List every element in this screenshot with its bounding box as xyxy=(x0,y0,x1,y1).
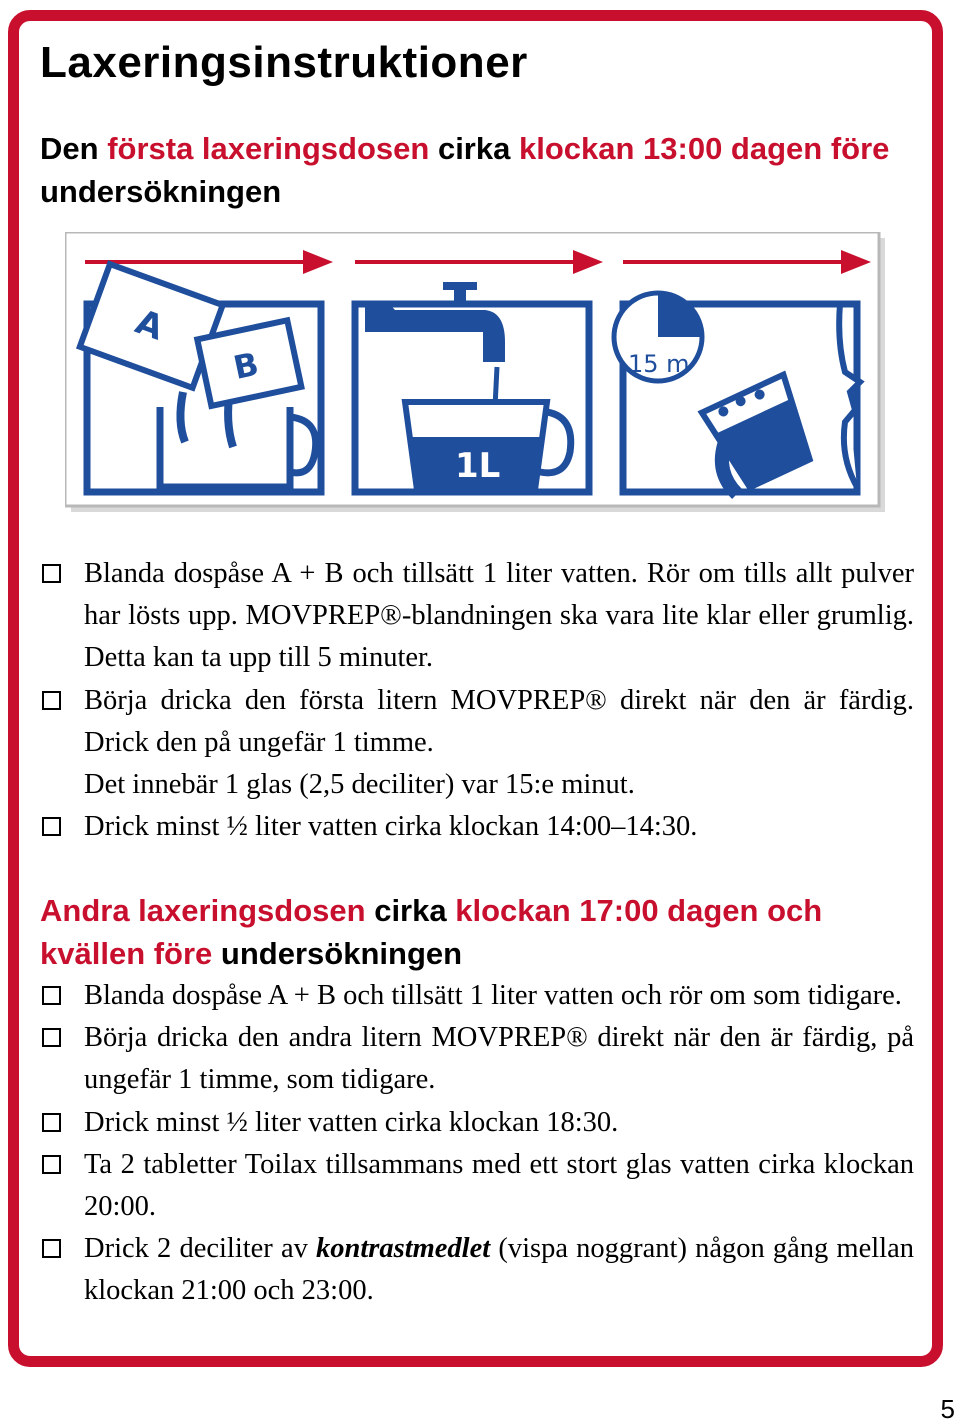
checkbox[interactable] xyxy=(42,1155,61,1174)
item-text-pre: Drick 2 deciliter av xyxy=(84,1233,316,1265)
section1-list xyxy=(40,553,914,848)
panel-drink xyxy=(614,293,860,494)
sachet-b-label: B xyxy=(230,344,262,387)
checkbox[interactable] xyxy=(42,1239,61,1258)
instruction-illustration xyxy=(65,232,885,512)
checkbox[interactable] xyxy=(42,691,61,710)
heading-segment: första laxeringsdosen xyxy=(107,131,430,166)
heading-segment: klockan 17:00 dagen och kvällen före xyxy=(40,893,823,971)
checkbox[interactable] xyxy=(42,1113,61,1132)
jug-volume-label: 1L xyxy=(455,446,501,486)
checklist-item xyxy=(40,1017,914,1101)
sachet-b-icon xyxy=(197,320,301,406)
item-text: Börja dricka den första litern MOVPREP® direkt när den är färdig. Drick den på ungefär 1 timme. xyxy=(84,684,914,758)
section1-heading xyxy=(40,127,920,213)
section2-heading xyxy=(40,889,920,975)
heading-segment: klockan 13:00 dagen före xyxy=(518,131,890,166)
heading-segment: Den xyxy=(40,131,108,166)
item-text-extra: Det innebär 1 glas (2,5 deciliter) var 15:e minut. xyxy=(84,769,635,801)
heading-segment: cirka xyxy=(429,131,519,166)
heading-segment: undersökningen xyxy=(40,174,282,209)
item-text: Blanda dospåse A + B och tillsätt 1 liter vatten. Rör om tills allt pulver har lösts upp. MOVPREP®-blandningen ska vara lite klar eller grumlig. Detta kan ta upp till 5 minuter. xyxy=(84,558,914,674)
timer-label: 15 m xyxy=(628,350,690,378)
checklist-item xyxy=(40,806,914,848)
section2-list xyxy=(40,975,914,1313)
item-text: Drick minst ½ liter vatten cirka klockan 14:00–14:30. xyxy=(84,811,698,843)
heading-segment: cirka xyxy=(365,893,456,928)
sachet-a-label: A xyxy=(130,302,169,349)
page-title: Laxeringsinstruktioner xyxy=(40,38,528,87)
item-text: Drick minst ½ liter vatten cirka klockan 18:30. xyxy=(84,1106,619,1138)
contrast-agent-emphasis: kontrastmedlet xyxy=(316,1233,491,1265)
checklist-item xyxy=(40,975,914,1017)
item-text-post: (vispa noggrant) någon gång mellan klockan 21:00 och 23:00. xyxy=(84,1233,914,1307)
page-number: 5 xyxy=(940,1394,955,1424)
panel-fill-water xyxy=(355,282,589,492)
checkbox[interactable] xyxy=(42,564,61,583)
checkbox[interactable] xyxy=(42,1028,61,1047)
checklist-item xyxy=(40,1102,914,1144)
heading-segment: Andra laxeringsdosen xyxy=(40,893,366,928)
item-text: Blanda dospåse A + B och tillsätt 1 liter vatten och rör om som tidigare. xyxy=(84,980,902,1011)
checklist-item xyxy=(40,1228,914,1312)
checklist-item xyxy=(40,553,914,680)
item-text: Ta 2 tabletter Toilax tillsammans med ett stort glas vatten cirka klockan 20:00. xyxy=(84,1148,914,1223)
checklist-item xyxy=(40,1144,914,1228)
checklist-item xyxy=(40,680,914,807)
checkbox[interactable] xyxy=(42,817,61,836)
heading-segment: undersökningen xyxy=(212,936,463,971)
item-text: Börja dricka den andra litern MOVPREP® direkt när den är färdig, på ungefär 1 timme, som tidigare. xyxy=(84,1022,914,1096)
checkbox[interactable] xyxy=(42,986,61,1005)
